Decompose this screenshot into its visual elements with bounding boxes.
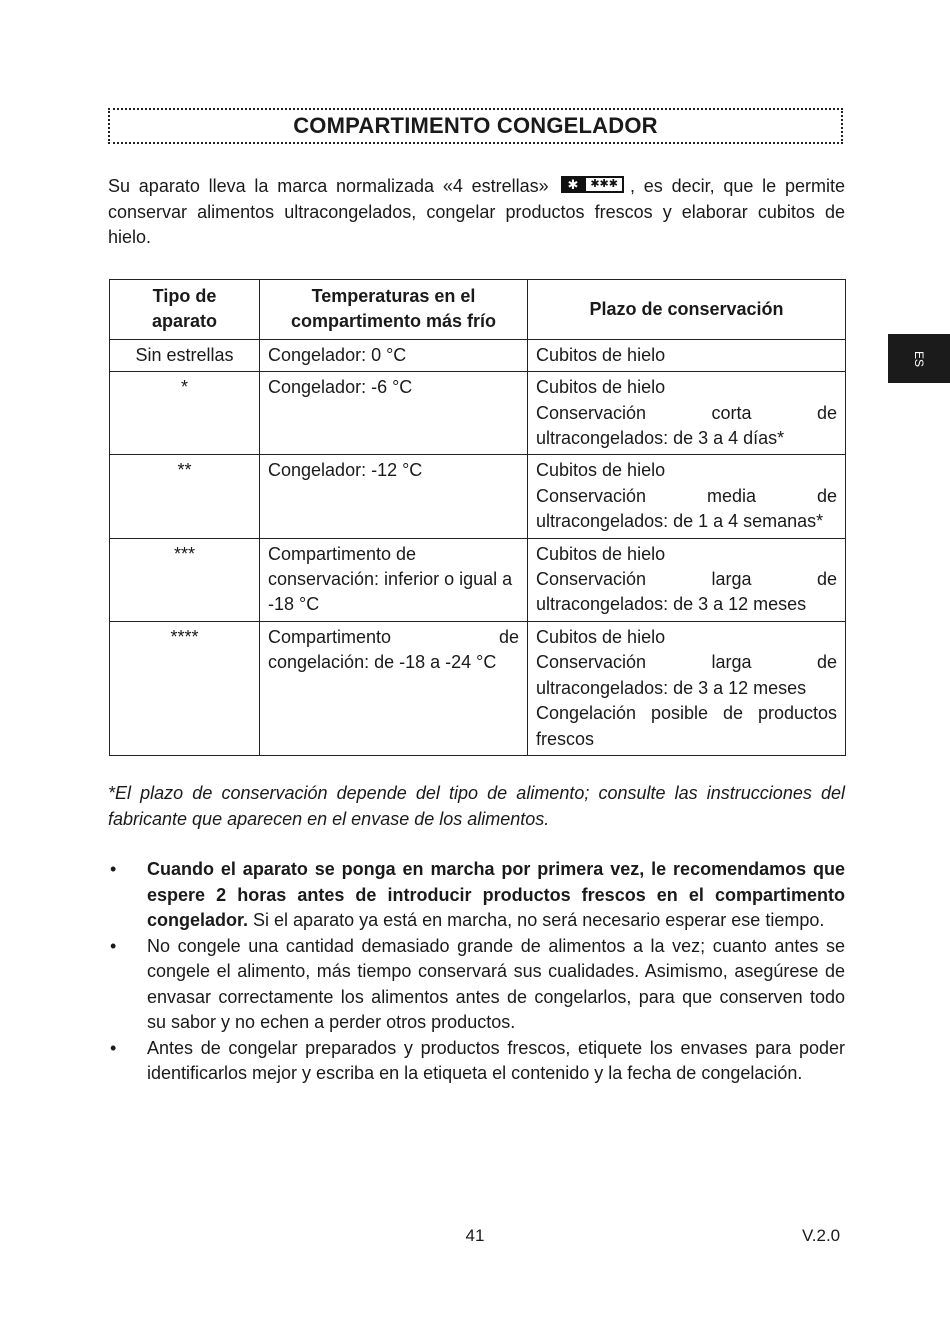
cell-storage-period — [528, 538, 846, 621]
storage-line: Conservación larga de — [536, 569, 837, 590]
storage-line: ultracongelados: de 3 a 4 días* — [536, 428, 785, 449]
page-number: 41 — [465, 1226, 485, 1245]
star-rating-table — [109, 279, 846, 756]
cell-type: Sin estrellas — [110, 339, 260, 371]
intro-paragraph — [108, 174, 845, 251]
cell-storage-period — [528, 621, 846, 755]
header-type: Tipo de aparato — [110, 280, 260, 340]
section-title: COMPARTIMENTO CONGELADOR — [293, 113, 658, 138]
intro-text-end: , es decir, que le permite conservar alimentos ultracongelados, congelar productos frescos y elaborar cubitos de hielo. — [108, 176, 845, 247]
storage-line: Cubitos de hielo — [536, 344, 666, 365]
cell-temperature: Congelador: -12 °C — [260, 455, 528, 538]
table-header-row — [110, 280, 846, 340]
language-tab-label: ES — [911, 350, 926, 367]
document-version: V.2.0 — [802, 1226, 841, 1245]
cell-temperature: Compartimento de conservación: inferior o igual a -18 °C — [260, 538, 528, 621]
storage-line: ultracongelados: de 3 a 12 meses — [536, 677, 807, 698]
list-item-text: No congele una cantidad demasiado grande de alimentos a la vez; cuanto antes se congele el alimento, más tiempo conservará sus cualidades. Asimismo, asegúrese de envasar correctamente los alimentos antes de congelarlos, para que conserven todo su sabor y no echen a perder otros productos. — [147, 935, 845, 1032]
header-storage-period: Plazo de conservación — [528, 280, 846, 340]
list-item — [108, 857, 845, 934]
storage-line: Cubitos de hielo — [536, 377, 666, 398]
four-star-icon — [561, 176, 624, 193]
star-badge-black: ✱ — [561, 176, 584, 193]
star-badge-white: ✱✱✱ — [584, 176, 624, 193]
cell-temperature: Compartimento de congelación: de -18 a -24 °C — [260, 621, 528, 755]
bullet-icon: • — [110, 935, 117, 956]
cell-type: **** — [110, 621, 260, 755]
cell-storage-period — [528, 455, 846, 538]
storage-line: Cubitos de hielo — [536, 460, 666, 481]
storage-line: ultracongelados: de 1 a 4 semanas* — [536, 511, 824, 532]
list-item-text: Antes de congelar preparados y productos frescos, etiquete los envases para poder identificarlos mejor y escriba en la etiqueta el contenido y la fecha de congelación. — [147, 1037, 845, 1083]
cell-type: * — [110, 372, 260, 455]
storage-line: ultracongelados: de 3 a 12 meses — [536, 594, 807, 615]
language-tab — [888, 334, 950, 383]
intro-text-start: Su aparato lleva la marca normalizada «4 estrellas» — [108, 176, 549, 196]
storage-line: Conservación larga de — [536, 652, 837, 673]
cell-type: ** — [110, 455, 260, 538]
list-item-text: Si el aparato ya está en marcha, no será necesario esperar ese tiempo. — [248, 910, 825, 930]
table-row — [110, 339, 846, 371]
list-item — [108, 1036, 845, 1087]
header-temperature: Temperaturas en el compartimento más frío — [260, 280, 528, 340]
cell-storage-period — [528, 339, 846, 371]
storage-line: Conservación corta de — [536, 402, 837, 423]
recommendations-list — [108, 857, 845, 1087]
cell-temperature: Congelador: 0 °C — [260, 339, 528, 371]
bullet-icon: • — [110, 1037, 117, 1058]
storage-line: Congelación posible de productos frescos — [536, 703, 837, 749]
list-item — [108, 934, 845, 1036]
table-row — [110, 455, 846, 538]
cell-storage-period — [528, 372, 846, 455]
section-title-box — [108, 108, 843, 144]
bullet-icon: • — [110, 859, 117, 879]
table-row — [110, 621, 846, 755]
storage-line: Cubitos de hielo — [536, 626, 666, 647]
list-item-bold: Cuando el aparato se ponga en marcha por primera vez, le recomendamos que espere 2 horas antes de introducir productos frescos en el compartimento congelador. — [147, 859, 845, 930]
cell-type: *** — [110, 538, 260, 621]
cell-temperature: Congelador: -6 °C — [260, 372, 528, 455]
table-footnote: *El plazo de conservación depende del tipo de alimento; consulte las instrucciones del fabricante que aparecen en el envase de los alimentos. — [108, 783, 845, 829]
storage-line: Cubitos de hielo — [536, 543, 666, 564]
table-row — [110, 372, 846, 455]
table-row — [110, 538, 846, 621]
storage-line: Conservación media de — [536, 485, 837, 506]
